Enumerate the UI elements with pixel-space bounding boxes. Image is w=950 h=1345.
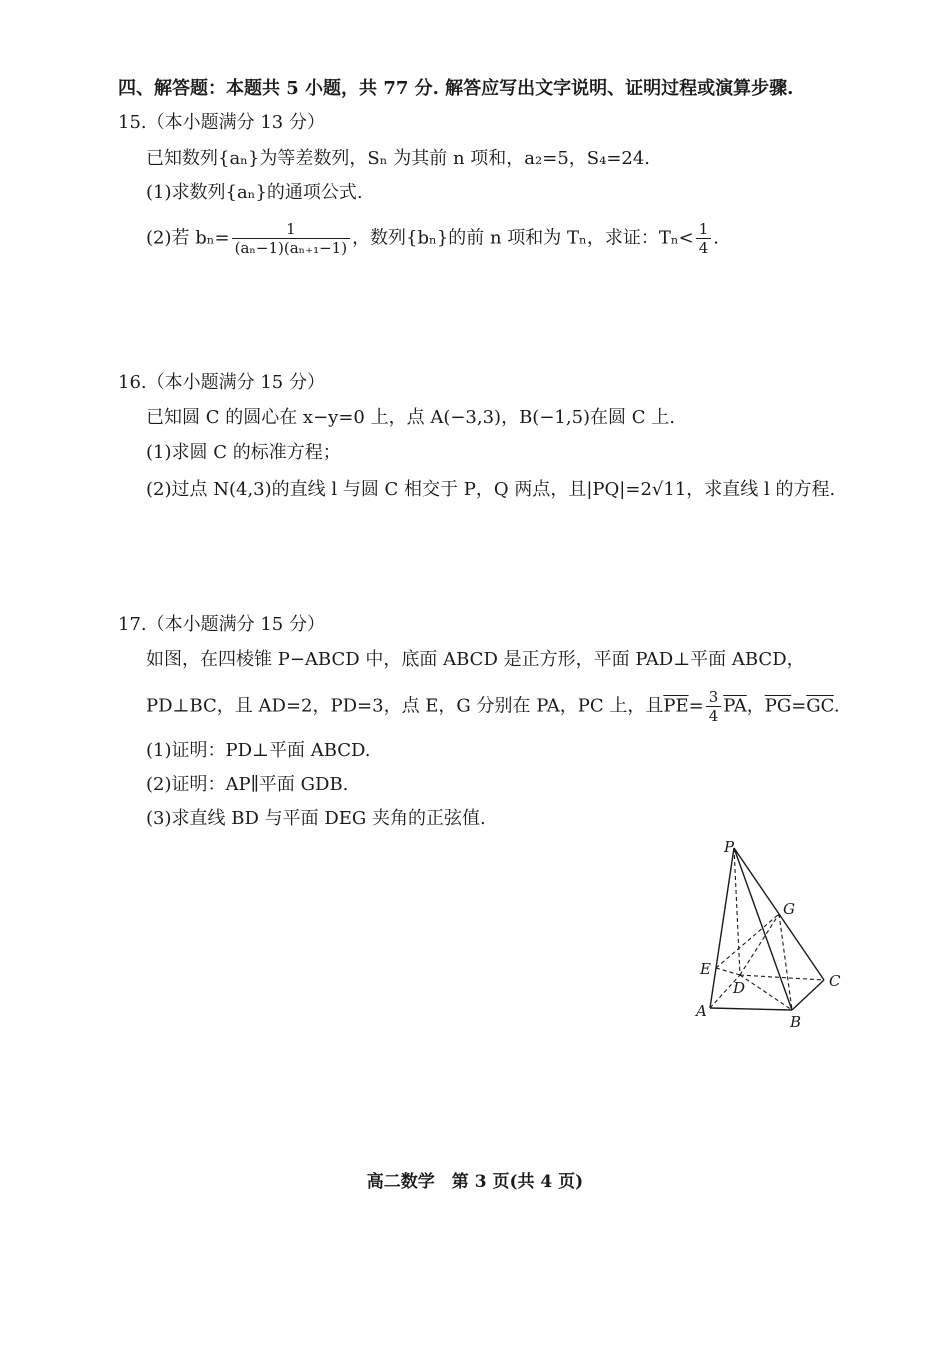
edge-ab — [710, 1008, 792, 1010]
q17-eq2: = — [791, 695, 807, 717]
label-a: A — [696, 1002, 707, 1020]
q17-vector-gc: $\overline{GC}$ — [806, 695, 834, 717]
q15-part1: (1)求数列{aₙ}的通项公式. — [146, 182, 363, 203]
edge-dc — [740, 975, 824, 980]
q17-part1: (1)证明：PD⊥平面 ABCD. — [146, 740, 371, 761]
q15-stem: 已知数列{aₙ}为等差数列，Sₙ 为其前 n 项和，a₂=5，S₄=24. — [146, 148, 651, 169]
q15-bn-numerator: 1 — [232, 220, 350, 239]
edge-db — [740, 975, 792, 1010]
q17-stem-line1: 如图，在四棱锥 P−ABCD 中，底面 ABCD 是正方形，平面 PAD⊥平面 ABCD， — [146, 649, 805, 670]
pyramid-figure — [680, 830, 860, 1040]
q15-bn-fraction — [232, 220, 350, 257]
q17-frac-denominator: 4 — [708, 707, 719, 725]
q15-part2-end: . — [713, 227, 719, 249]
q15-quarter-fraction — [696, 220, 712, 257]
q15-quarter-denominator: 4 — [698, 239, 709, 257]
q15-part2-mid: ，数列{bₙ}的前 n 项和为 Tₙ，求证：Tₙ< — [352, 227, 694, 249]
label-b: B — [790, 1013, 802, 1031]
q15-part2 — [146, 220, 719, 257]
edge-pd — [734, 848, 740, 975]
q17-vector-pa: $\overline{PA}$ — [723, 695, 747, 717]
edge-bc — [792, 980, 824, 1010]
q15-quarter-numerator: 1 — [696, 220, 712, 239]
label-p: P — [724, 838, 735, 856]
q17-title: 17.（本小题满分 15 分） — [118, 614, 325, 635]
q15-title: 15.（本小题满分 13 分） — [118, 112, 325, 133]
section-header: 四、解答题：本题共 5 小题，共 77 分. 解答应写出文字说明、证明过程或演算步骤. — [118, 78, 794, 99]
q17-vector-pe: $\overline{PE}$ — [663, 695, 689, 717]
q16-title: 16.（本小题满分 15 分） — [118, 372, 325, 393]
label-d: D — [733, 979, 746, 997]
q17-frac-numerator: 3 — [706, 688, 722, 707]
q17-stem-line2 — [146, 688, 840, 725]
q15-part2-prefix: (2)若 bₙ= — [146, 227, 230, 249]
q17-part2: (2)证明：AP∥平面 GDB. — [146, 774, 349, 795]
label-e: E — [700, 960, 711, 978]
q17-eq1: = — [688, 695, 704, 717]
q17-comma: ， — [746, 695, 765, 717]
q16-part1: (1)求圆 C 的标准方程； — [146, 442, 341, 463]
edge-dg — [740, 914, 779, 975]
edge-pa — [710, 848, 734, 1008]
q17-part3: (3)求直线 BD 与平面 DEG 夹角的正弦值. — [146, 808, 486, 829]
q17-vector-pg: $\overline{PG}$ — [764, 695, 792, 717]
q17-three-quarters — [706, 688, 722, 725]
label-g: G — [783, 900, 795, 918]
label-c: C — [829, 972, 841, 990]
edge-gb — [779, 914, 792, 1010]
page-footer: 高二数学 第 3 页(共 4 页) — [366, 1172, 584, 1192]
q16-part2: (2)过点 N(4,3)的直线 l 与圆 C 相交于 P，Q 两点，且|PQ|=2√11，求直线 l 的方程. — [146, 479, 836, 500]
edge-ed — [716, 968, 740, 975]
q17-period: . — [833, 695, 840, 717]
q15-bn-denominator: (aₙ−1)(aₙ₊₁−1) — [234, 239, 348, 257]
edge-eg — [716, 914, 779, 968]
q17-stem-line2-prefix: PD⊥BC，且 AD=2，PD=3，点 E，G 分别在 PA，PC 上，且 — [146, 695, 664, 717]
q16-stem: 已知圆 C 的圆心在 x−y=0 上，点 A(−3,3)，B(−1,5)在圆 C 上. — [146, 407, 675, 428]
